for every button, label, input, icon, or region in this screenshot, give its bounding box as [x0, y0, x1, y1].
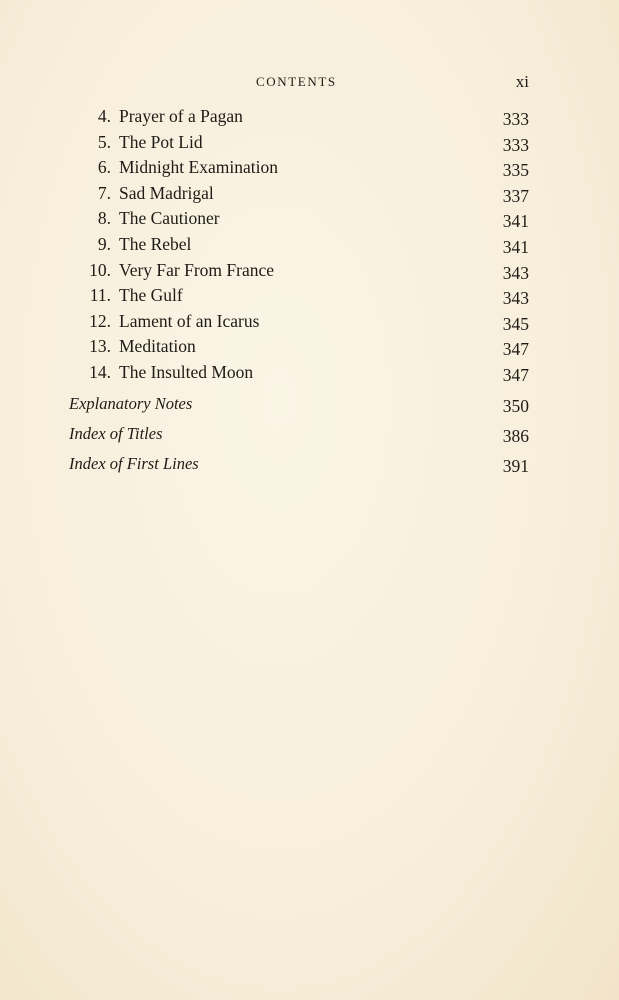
toc-entry [0, 130, 619, 156]
toc-entry [0, 232, 619, 258]
entry-title: Meditation [119, 336, 196, 357]
back-matter-title: Index of Titles [69, 424, 163, 443]
entry-title: The Gulf [119, 285, 183, 306]
back-matter-list [0, 389, 619, 479]
back-matter-page: 350 [502, 396, 529, 416]
toc-entry [0, 181, 619, 207]
entry-number: 5. [97, 131, 111, 152]
entry-number: 12. [89, 310, 111, 331]
toc-entry [0, 258, 619, 284]
running-title: CONTENTS [256, 74, 337, 89]
entry-title: Midnight Examination [119, 157, 278, 178]
entry-page: 343 [502, 288, 529, 309]
back-matter-page: 391 [502, 456, 529, 476]
entry-number: 13. [89, 336, 111, 357]
entry-page: 341 [502, 236, 529, 257]
back-matter-title: Explanatory Notes [69, 394, 193, 413]
entry-title: The Rebel [119, 233, 192, 254]
entry-title: The Cautioner [119, 208, 220, 229]
entry-number: 4. [97, 106, 111, 126]
entry-title: Sad Madrigal [119, 182, 214, 203]
entry-title: Prayer of a Pagan [119, 106, 243, 126]
entry-number: 10. [89, 259, 111, 280]
entry-page: 347 [502, 364, 529, 385]
entry-page: 347 [502, 339, 529, 360]
entry-number: 6. [97, 157, 111, 178]
toc-entry [0, 283, 619, 309]
running-head [0, 72, 619, 94]
entry-number: 9. [97, 233, 111, 254]
entry-page: 335 [502, 160, 529, 181]
entry-number: 14. [89, 361, 111, 382]
entry-page: 333 [502, 134, 529, 155]
entry-page: 341 [502, 211, 529, 232]
toc-entry [0, 309, 619, 335]
back-matter-page: 386 [502, 426, 529, 446]
entry-number: 11. [89, 285, 111, 306]
toc-entry [0, 206, 619, 232]
entry-page: 337 [502, 185, 529, 206]
toc-entry [0, 104, 619, 130]
entry-number: 8. [97, 208, 111, 229]
entry-title: Very Far From France [119, 259, 275, 280]
back-matter-entry [0, 389, 619, 419]
entry-title: The Pot Lid [119, 131, 203, 152]
entry-page: 343 [502, 262, 529, 283]
back-matter-entry [0, 419, 619, 449]
entry-page: 345 [502, 313, 529, 334]
page-folio: xi [515, 72, 529, 91]
back-matter-entry [0, 449, 619, 479]
entry-number: 7. [97, 182, 111, 203]
back-matter-title: Index of First Lines [69, 454, 199, 473]
toc-entry [0, 334, 619, 360]
contents-list [0, 104, 619, 386]
entry-title: Lament of an Icarus [119, 310, 260, 331]
toc-entry [0, 155, 619, 181]
entry-page: 333 [502, 109, 529, 129]
toc-entry [0, 360, 619, 386]
entry-title: The Insulted Moon [119, 361, 254, 382]
